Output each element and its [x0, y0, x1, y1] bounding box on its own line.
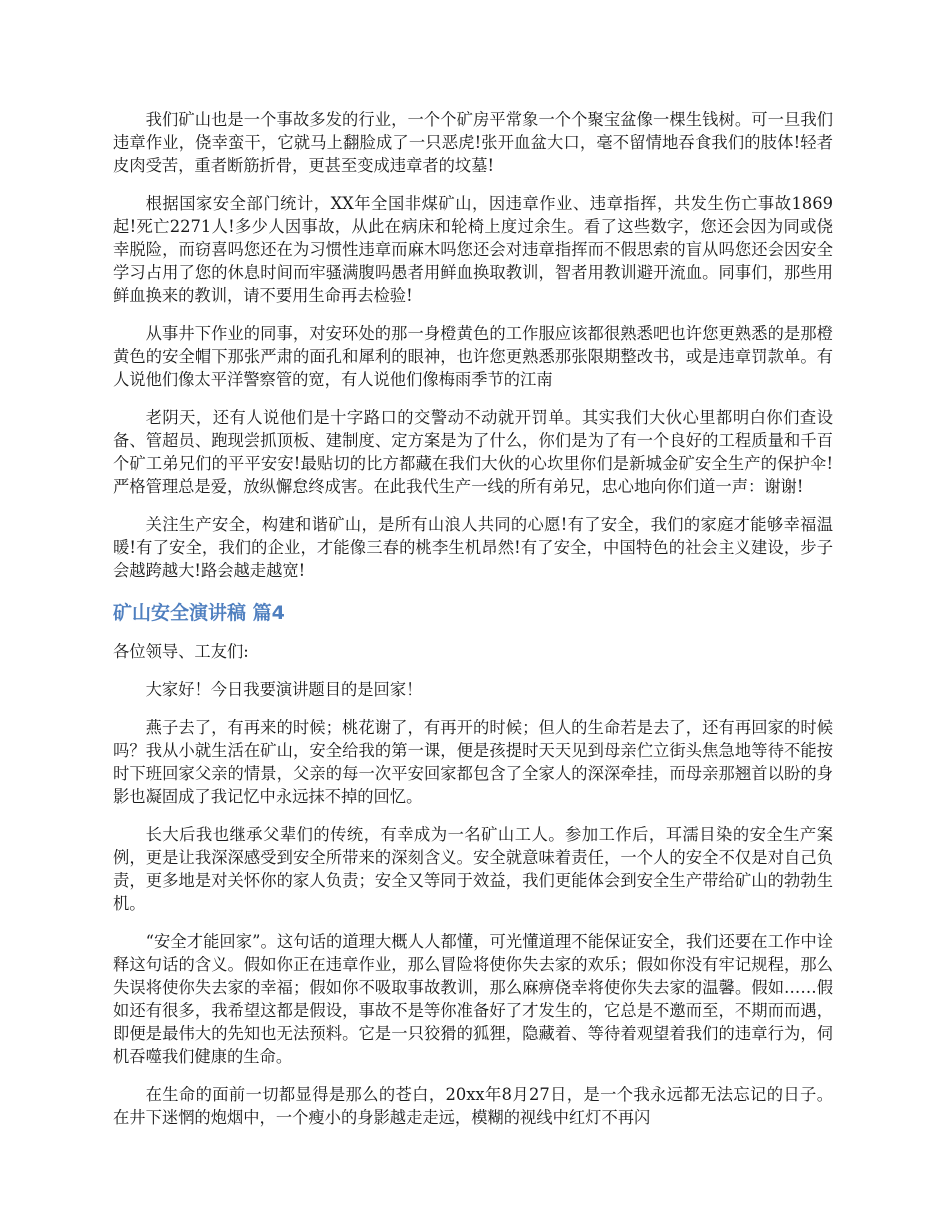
- paragraph: 关注生产安全，构建和谐矿山，是所有山浪人共同的心愿!有了安全，我们的家庭才能够幸福温暖!有了安全，我们的企业，才能像三春的桃李生机昂然!有了安全，中国特色的社会主义建设，步子会越跨越大!路会越走越宽!: [113, 515, 833, 580]
- paragraph: 大家好！今日我要演讲题目的是回家！: [145, 680, 423, 699]
- salutation: 各位领导、工友们:: [113, 642, 249, 661]
- paragraph: 在生命的面前一切都显得是那么的苍白，20xx年8月27日，是一个我永远都无法忘记的日子。在井下迷惘的炮烟中，一个瘦小的身影越走走远，模糊的视线中红灯不再闪: [113, 1085, 833, 1127]
- paragraph: 老阴天，还有人说他们是十字路口的交警动不动就开罚单。其实我们大伙心里都明白你们查设备、管超员、跑现尝抓顶板、建制度、定方案是为了什么，你们是为了有一个良好的工程质量和千百个矿工弟兄们的平平安安!最贴切的比方都藏在我们大伙的心坎里你们是新城金矿安全生产的保护伞!严格管理总是爱，放纵懈怠终成害。在此我代生产一线的所有弟兄，忠心地向你们道一声：谢谢!: [113, 408, 833, 496]
- paragraph: 根据国家安全部门统计，XX年全国非煤矿山，因违章作业、违章指挥，共发生伤亡事故1869起!死亡2271人!多少人因事故，从此在病床和轮椅上度过余生。看了这些数字，您还会因为同或侥幸脱险，而窃喜吗您还在为习惯性违章而麻木吗您还会对违章指挥而不假思索的盲从吗您还会因安全学习占用了您的休息时间而牢骚满腹吗愚者用鲜血换取教训，智者用教训避开流血。同事们，那些用鲜血换来的教训，请不要用生命再去检验!: [113, 194, 833, 305]
- section-heading: 矿山安全演讲稿 篇4: [113, 602, 285, 624]
- paragraph: 燕子去了，有再来的时候；桃花谢了，有再开的时候；但人的生命若是去了，还有再回家的时候吗？我从小就生活在矿山，安全给我的第一课，便是孩提时天天见到母亲伫立街头焦急地等待不能按时下班回家父亲的情景，父亲的每一次平安回家都包含了全家人的深深牵挂，而母亲那翘首以盼的身影也凝固成了我记忆中永远抹不掉的回忆。: [113, 718, 833, 806]
- paragraph: 从事井下作业的同事，对安环处的那一身橙黄色的工作服应该都很熟悉吧也许您更熟悉的是那橙黄色的安全帽下那张严肃的面孔和犀利的眼神，也许您更熟悉那张限期整改书，或是违章罚款单。有人说他们像太平洋警察管的宽，有人说他们像梅雨季节的江南: [113, 324, 833, 389]
- paragraph: “安全才能回家”。这句话的道理大概人人都懂，可光懂道理不能保证安全，我们还要在工作中诠释这句话的含义。假如你正在违章作业，那么冒险将使你失去家的欢乐；假如你没有牢记规程，那么失误将使你失去家的幸福；假如你不吸取事故教训，那么麻痹侥幸将使你失去家的温馨。假如……假如还有很多，我希望这都是假设，事故不是等你准备好了才发生的，它总是不邀而至，不期而而遇，即便是最伟大的先知也无法预料。它是一只狡猾的狐狸，隐藏着、等待着观望着我们的违章行为，伺机吞噬我们健康的生命。: [113, 932, 833, 1066]
- document-page: [113, 108, 833, 1144]
- paragraph: 长大后我也继承父辈们的传统，有幸成为一名矿山工人。参加工作后，耳濡目染的安全生产案例，更是让我深深感受到安全所带来的深刻含义。安全就意味着责任，一个人的安全不仅是对自己负责，更多地是对关怀你的家人负责；安全又等同于效益，我们更能体会到安全生产带给矿山的勃勃生机。: [113, 825, 833, 913]
- paragraph: 我们矿山也是一个事故多发的行业，一个个矿房平常象一个个聚宝盆像一棵生钱树。可一旦我们违章作业，侥幸蛮干，它就马上翻脸成了一只恶虎!张开血盆大口，毫不留情地吞食我们的肢体!轻者皮肉受苦，重者断筋折骨，更甚至变成违章者的坟墓!: [113, 110, 833, 175]
